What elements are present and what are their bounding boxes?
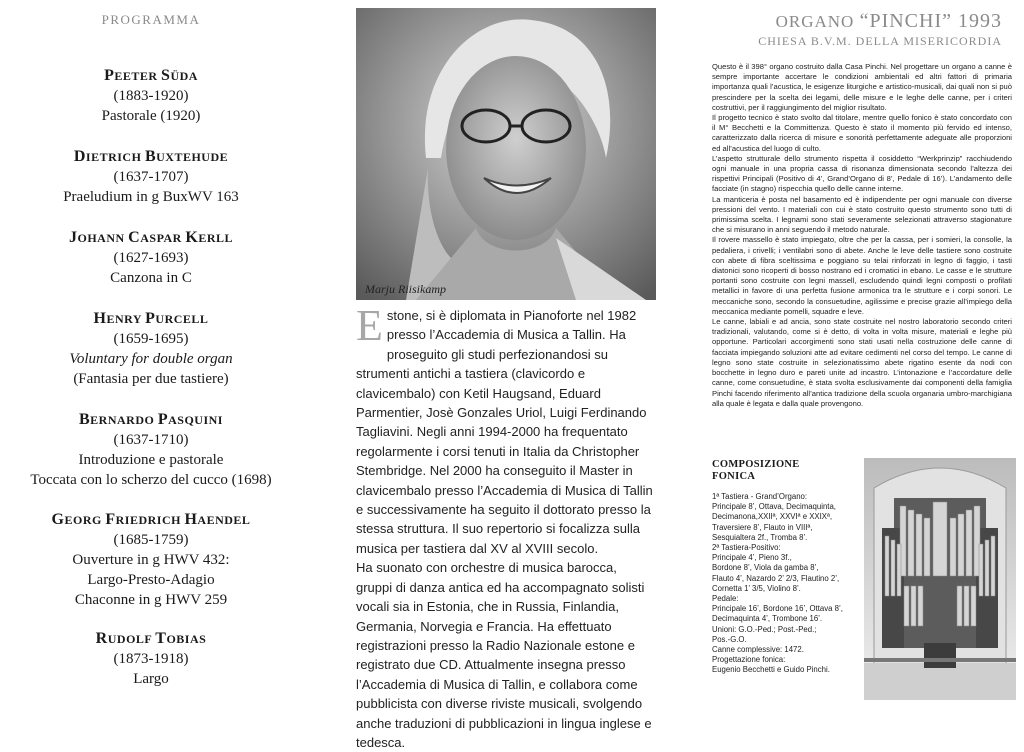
composition-title xyxy=(712,459,800,483)
composer-rest: EORG xyxy=(64,513,106,527)
program-entry xyxy=(0,510,302,610)
composer-name xyxy=(0,309,302,329)
work-title: Voluntary for double organ xyxy=(69,351,233,367)
performer-photo xyxy=(356,8,656,300)
performer-column xyxy=(356,0,656,750)
composition-line: 1ª Tastiera - Grand’Organo: xyxy=(712,492,808,501)
composer-rest: UDOLF xyxy=(107,632,156,646)
organ-paragraph: Le canne, labiali e ad ancia, sono state costruite nel nostro laboratorio secondo criteri tradizionali, valutando, come si è detto, di volta in volta misure, materiali e leghe più opportune. Particolari accorgimenti sono stati usati nella costruzione delle canne di facciata impiegando soluzioni atte ad evitare cedimenti nel corso del tempo. Le canne di legno sono state costruite in selezionatissimo abete rigatino esente da nodi con bocchette in legno duro e pareti unite ad incastro. L’intonazione e l’accordature delle canne, come consuetudine, è stata svolta esclusivamente dai componenti della famiglia Pinchi facendo riferimento all’antica tradizione della scuola organaria umbro-marchigiana alla quale è legata e dalla quale provengono. xyxy=(712,317,1012,408)
bio-paragraph-2: Ha suonato con orchestre di musica barocca, gruppi di danza antica ed ha accompagnato solisti vocali sia in Estonia, che in Russia, Finlandia, Germania, Norvegia e Francia. Ha effettuato registrazioni presso la Radio Nazionale estone e registrato due CD. Attualmente insegna presso l’Accademia di Musica di Tallin, e collabora come pubblicista con diverse riviste musicali, svolgendo anche traduzioni di pubblicazioni in lingua inglese e tedesca. xyxy=(356,560,652,750)
composer-rest: URCELL xyxy=(155,312,209,326)
work-title: Toccata con lo scherzo del cucco (1698) xyxy=(30,472,272,488)
composer-rest: ASPAR xyxy=(140,231,186,245)
composition-list xyxy=(712,492,870,676)
composer-name xyxy=(0,410,302,430)
composer-initial: G xyxy=(51,511,65,528)
program-entry xyxy=(0,228,302,288)
organ-paragraph: Il rovere massello è stato impiegato, oltre che per la cassa, per i somieri, la consolle, la pedaliera, i crivelli; i ventilabri sono di abete. Anche le leve delle tastiere sono costruite con abete di fibra sceltissima e poggiano su telai rinforzati in legno di faggio, i tasti diatonici sono ricoperti di bosso nostrano ed i cromatici in ebano. Le casse e le strutture portanti sono costruite con legni massell, escludendo quindi legni composti o profilati metallici in favore di una perfetta fusione armonica tra le strutture e i corpi sonori. Le meccaniche sono, secondo la consuetudine, agilissime e precise grazie all’impiego della meccanica mediante pomelli, squadre e leve. xyxy=(712,235,1012,316)
composer-name xyxy=(0,629,302,649)
bio-paragraph-1: stone, si è diplomata in Pianoforte nel 1982 presso l’Accademia di Musica a Tallin. Ha proseguito gli studi perfezionandosi su strumenti antichi a tastiera (clavicordo e clavicembalo) con Ketil Haugsand, Eduard Parmentier, Josè Gonzales Uriol, Luigi Ferdinando Tagliavini. Negli anni 1994-2000 ha frequentato regolarmente i corsi tenuti in Italia da Christopher Stembridge. Nel 2000 ha conseguito il Master in clavicembalo presso l’Accademia di Musica di Tallin e successivamente ha seguito il dottorato presso la stessa struttura. Il suo repertorio si focalizza sulla musica per tastiera dal XV al XVIII secolo. xyxy=(356,308,653,556)
composer-dates: (1685-1759) xyxy=(113,532,189,548)
composition-line: Unioni: G.O.-Ped.; Post.-Ped.; xyxy=(712,624,817,634)
photo-caption: Marju Riisikamp xyxy=(365,282,446,296)
portrait-image xyxy=(356,8,656,300)
composer-rest: ERNARDO xyxy=(90,413,158,427)
composer-dates: (1627-1693) xyxy=(113,250,189,266)
program-heading: PROGRAMMA xyxy=(101,12,201,27)
composer-initial: B xyxy=(144,148,157,165)
composer-initial: H xyxy=(184,511,198,528)
composer-initial: R xyxy=(95,630,108,647)
composer-initial: S xyxy=(161,67,171,84)
composer-dates: (1659-1695) xyxy=(113,331,189,347)
composer-rest: OBIAS xyxy=(166,632,207,646)
program-entry xyxy=(0,309,302,389)
organ-paragraph: Il progetto tecnico è stato svolto dal titolare, mentre quello fonico è stato concordato con il M° Becchetti e la Committenza. Questo è stato il momento più fervido ed intenso, caratterizzato dalla ricerca di misure e sonorità perfettamente adeguate alle proporzioni ed all’acustica del luogo di culto. xyxy=(712,113,1012,153)
organ-paragraph: La manticeria è posta nel basamento ed è indipendente per ogni manuale con diverse pressioni del vento. I materiali con cui è stato costruito questo strumento sono tutti di primissima scelta. I legnami sono stati severamente selezionati attraverso stagionature che si misurano in anni seguendo il metodo naturale. xyxy=(712,194,1012,235)
composition-line: Traversiere 8’, Flauto in VIIIª, xyxy=(712,522,813,532)
organ-column xyxy=(710,0,1014,700)
composition-line: Cornetta 1’ 3/5, Violino 8’. xyxy=(712,583,801,593)
organ-paragraph: Questo è il 398° organo costruito dalla Casa Pinchi. Nel progettare un organo a canne è sempre importante accertare le condizioni ambientali ed altri fattori di primaria importanza quali l’acustica, le esigenze liturgiche e artistico-musicali, dai quali non si può prescindere per la scelta dei legami, delle misure e le leghe delle canne, per i criteri costruttivi, per il raggiungimento del miglior risultato. xyxy=(712,62,1012,112)
composer-rest: IETRICH xyxy=(85,150,145,164)
program-entry xyxy=(0,147,302,207)
organ-image xyxy=(864,458,1016,700)
composition-line: Eugenio Becchetti e Guido Pinchi. xyxy=(712,665,830,675)
composition-line: Pos.-G.O. xyxy=(712,634,747,644)
composer-name xyxy=(0,510,302,530)
composition-line: Principale 16’, Bordone 16’, Ottava 8’, xyxy=(712,604,843,614)
composition-title-line-2: FONICA xyxy=(712,471,756,482)
organ-title-name: “PINCHI” 1993 xyxy=(859,10,1002,32)
composer-name xyxy=(0,228,302,248)
performer-bio xyxy=(356,301,656,752)
organ-photo xyxy=(864,458,1016,700)
organ-paragraph: L’aspetto strutturale dello strumento rispetta il cosiddetto “Werkprinzip” racchiudendo ogni manuale in una propria cassa di risonanza dimensionata secondo l’altezza dei rispettivi Principali (Positivo di 4’, Grand’Organo di 8’, Pedale di 16’). L’andamento delle facciate (in stagno) rispecchia quello delle canne interne. xyxy=(712,153,1012,194)
composition-line: Principale 8’, Ottava, Decimaquinta, xyxy=(712,502,836,512)
composition-line: Pedale: xyxy=(712,594,739,604)
composer-initial: D xyxy=(73,148,86,165)
organ-title-prefix: ORGANO xyxy=(775,12,860,31)
drop-cap: E xyxy=(356,301,383,350)
composer-initial: H xyxy=(93,310,107,327)
composer-rest: ENRY xyxy=(106,312,146,326)
organ-description xyxy=(712,62,1012,409)
composer-rest: EETER xyxy=(114,69,162,83)
composition-title-line-1: COMPOSIZIONE xyxy=(712,459,800,470)
composer-rest: ERLL xyxy=(198,231,233,245)
composer-initial: T xyxy=(155,630,167,647)
program-entry xyxy=(0,629,302,689)
composer-initial: J xyxy=(69,229,78,246)
composer-name xyxy=(0,147,302,167)
composer-initial: P xyxy=(157,411,169,428)
composer-initial: P xyxy=(145,310,156,327)
program-entry xyxy=(0,66,302,126)
composer-dates: (1883-1920) xyxy=(113,88,189,104)
work-title: Chaconne in g HWV 259 xyxy=(74,592,228,608)
work-title: Praeludium in g BuxWV 163 xyxy=(63,189,239,205)
composition-line: Sesquialtera 2f., Tromba 8’. xyxy=(712,532,808,542)
composer-rest: ÜDA xyxy=(170,69,198,83)
work-title: Largo xyxy=(133,671,169,687)
work-title: Largo-Presto-Adagio xyxy=(87,572,215,588)
composer-rest: RIEDRICH xyxy=(115,513,185,527)
composition-line: Bordone 8’, Viola da gamba 8’, xyxy=(712,563,819,573)
composer-dates: (1637-1707) xyxy=(113,169,189,185)
program-entry xyxy=(0,410,302,490)
composer-rest: OHANN xyxy=(77,231,129,245)
organ-subtitle: CHIESA B.V.M. DELLA MISERICORDIA xyxy=(758,34,1002,48)
composer-initial: B xyxy=(79,411,91,428)
composer-rest: AENDEL xyxy=(197,513,251,527)
composition-line: Progettazione fonica: xyxy=(712,655,786,665)
organ-title xyxy=(776,10,1002,33)
composer-initial: C xyxy=(128,229,141,246)
composer-dates: (1873-1918) xyxy=(113,651,189,667)
composer-rest: ASQUINI xyxy=(168,413,223,427)
work-title: Introduzione e pastorale xyxy=(78,452,224,468)
work-title: (Fantasia per due tastiere) xyxy=(73,371,229,387)
composition-line: Decimaquinta 4’, Trombone 16’. xyxy=(712,614,823,624)
composer-initial: F xyxy=(105,511,116,528)
composition-line: Flauto 4’, Nazardo 2’ 2/3, Flautino 2’, xyxy=(712,573,840,583)
composition-line: 2ª Tastiera-Positivo: xyxy=(712,543,781,553)
composition-line: Decimanona,XXIIª, XXVIª e XXIXª, xyxy=(712,512,833,522)
composition-line: Principale 4’, Pieno 3f., xyxy=(712,553,792,563)
composer-dates: (1637-1710) xyxy=(113,432,189,448)
work-title: Ouverture in g HWV 432: xyxy=(72,552,230,568)
composer-initial: K xyxy=(185,229,199,246)
composer-name xyxy=(0,66,302,86)
composer-rest: UXTEHUDE xyxy=(156,150,229,164)
composition-line: Canne complessive: 1472. xyxy=(712,645,804,655)
work-title: Canzona in C xyxy=(110,270,192,286)
program-column xyxy=(0,0,302,700)
composer-initial: P xyxy=(104,67,115,84)
work-title: Pastorale (1920) xyxy=(101,108,201,124)
